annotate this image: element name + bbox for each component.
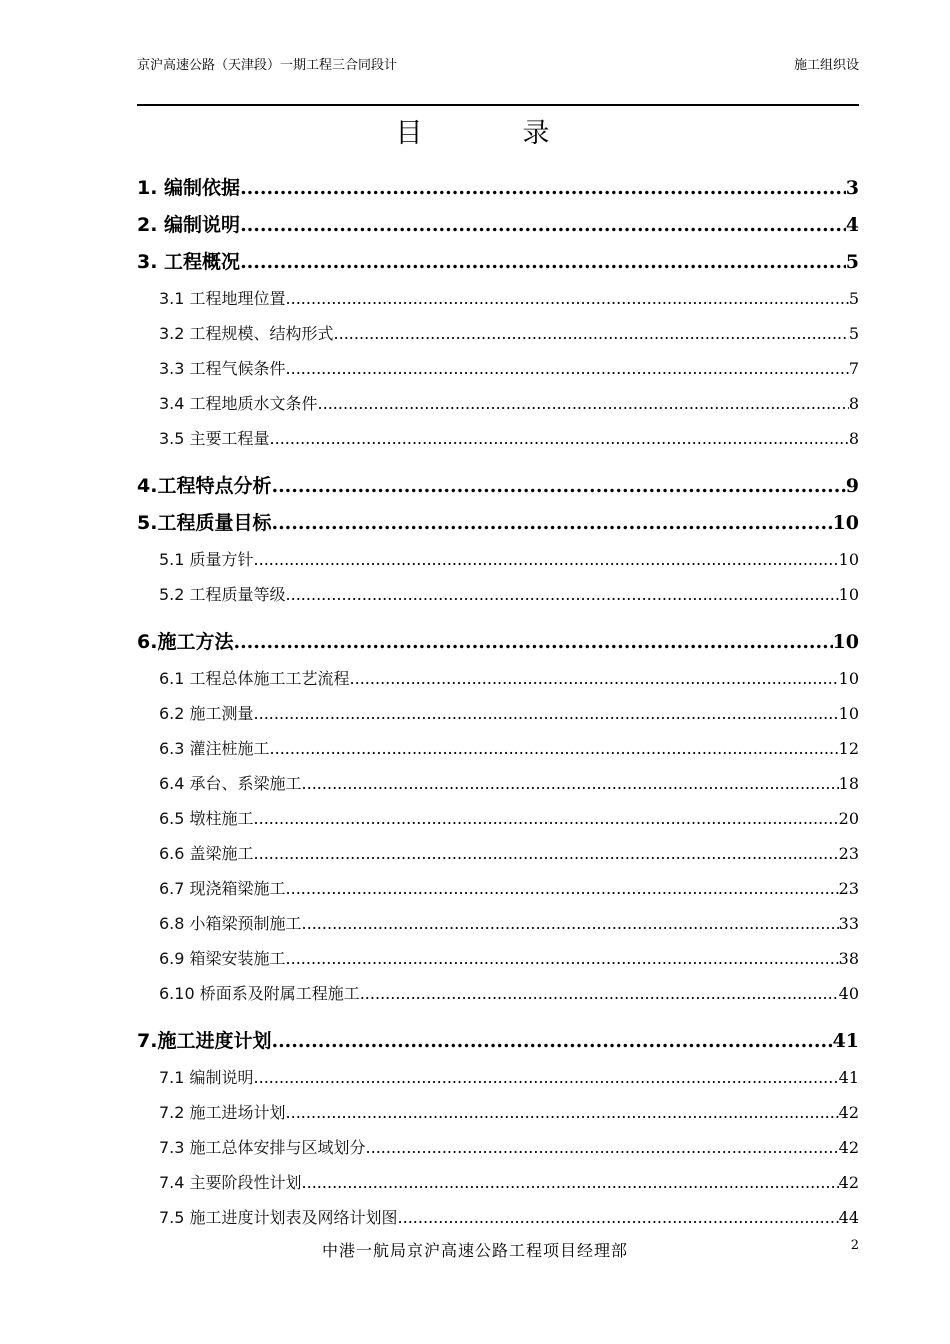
toc-subsection-entry[interactable] — [137, 976, 859, 1011]
toc-entry-label: 6.7 现浇箱梁施工 — [159, 879, 286, 898]
header-document-type: 施工组织设 — [793, 58, 859, 73]
toc-entry-label: 6.施工方法 — [137, 631, 234, 653]
toc-dot-leader — [254, 1060, 839, 1095]
toc-subsection-entry[interactable] — [137, 1130, 859, 1165]
toc-subsection-entry[interactable] — [137, 577, 859, 612]
toc-entry-label: 3.5 主要工程量 — [159, 429, 270, 448]
toc-subsection-entry[interactable] — [137, 281, 859, 316]
footer-organization: 中港一航局京沪高速公路工程项目经理部 — [321, 1241, 628, 1260]
toc-dot-leader — [334, 316, 849, 351]
toc-subsection-entry[interactable] — [137, 766, 859, 801]
toc-dot-leader — [286, 577, 839, 612]
toc-entry-label: 7.4 主要阶段性计划 — [159, 1173, 302, 1192]
toc-entry-label: 6.8 小箱梁预制施工 — [159, 914, 302, 933]
toc-subsection-entry[interactable] — [137, 1095, 859, 1130]
toc-entry-page: 5 — [848, 324, 859, 343]
toc-section-entry[interactable] — [137, 170, 859, 207]
toc-entry-page: 18 — [838, 774, 859, 793]
toc-dot-leader — [286, 941, 839, 976]
toc-subsection-entry[interactable] — [137, 1200, 859, 1235]
toc-subsection-entry[interactable] — [137, 542, 859, 577]
toc-subsection-entry[interactable] — [137, 1060, 859, 1095]
toc-section-entry[interactable] — [137, 468, 859, 505]
toc-dot-leader — [233, 624, 832, 661]
toc-dot-leader — [366, 1130, 839, 1165]
toc-dot-leader — [240, 244, 846, 281]
toc-entry-label: 7.2 施工进场计划 — [159, 1103, 286, 1122]
toc-spacer — [137, 612, 859, 624]
toc-entry-label: 7.1 编制说明 — [159, 1068, 254, 1087]
toc-dot-leader — [350, 661, 839, 696]
toc-entry-page: 10 — [832, 631, 859, 653]
toc-section-entry[interactable] — [137, 244, 859, 281]
toc-dot-leader — [302, 1165, 839, 1200]
toc-dot-leader — [302, 906, 839, 941]
toc-entry-label: 6.1 工程总体施工工艺流程 — [159, 669, 350, 688]
toc-section-entry[interactable] — [137, 207, 859, 244]
toc-entry-page: 23 — [838, 844, 859, 863]
toc-dot-leader — [271, 505, 832, 542]
toc-entry-page: 44 — [838, 1208, 859, 1227]
toc-entry-page: 38 — [838, 949, 859, 968]
toc-subsection-entry[interactable] — [137, 836, 859, 871]
toc-entry-page: 8 — [848, 394, 859, 413]
toc-subsection-entry[interactable] — [137, 696, 859, 731]
table-of-contents — [137, 170, 859, 1235]
page-title: 目录 — [395, 118, 650, 149]
toc-entry-page: 7 — [848, 359, 859, 378]
toc-entry-page: 10 — [838, 704, 859, 723]
toc-dot-leader — [286, 871, 839, 906]
toc-subsection-entry[interactable] — [137, 1165, 859, 1200]
toc-entry-label: 5.1 质量方针 — [159, 550, 254, 569]
toc-subsection-entry[interactable] — [137, 421, 859, 456]
toc-dot-leader — [271, 1023, 832, 1060]
toc-section-entry[interactable] — [137, 505, 859, 542]
toc-entry-label: 7.5 施工进度计划表及网络计划图 — [159, 1208, 398, 1227]
toc-subsection-entry[interactable] — [137, 351, 859, 386]
toc-entry-page: 8 — [848, 429, 859, 448]
header-project-name: 京沪高速公路（天津段）一期工程三合同段计 — [137, 58, 398, 73]
toc-section-entry[interactable] — [137, 1023, 859, 1060]
toc-entry-label: 5.工程质量目标 — [137, 512, 272, 534]
toc-subsection-entry[interactable] — [137, 871, 859, 906]
toc-entry-page: 41 — [832, 1030, 859, 1052]
toc-entry-label: 3.3 工程气候条件 — [159, 359, 286, 378]
toc-dot-leader — [302, 766, 839, 801]
toc-subsection-entry[interactable] — [137, 731, 859, 766]
toc-entry-label: 3.4 工程地质水文条件 — [159, 394, 318, 413]
toc-entry-label: 6.10 桥面系及附属工程施工 — [159, 984, 360, 1003]
toc-entry-label: 6.6 盖梁施工 — [159, 844, 254, 863]
toc-entry-page: 10 — [838, 585, 859, 604]
toc-dot-leader — [254, 836, 839, 871]
toc-entry-label: 3. 工程概况 — [137, 251, 241, 273]
toc-dot-leader — [254, 801, 839, 836]
toc-dot-leader — [254, 542, 839, 577]
toc-entry-label: 6.2 施工测量 — [159, 704, 254, 723]
toc-entry-label: 5.2 工程质量等级 — [159, 585, 286, 604]
toc-entry-label: 6.9 箱梁安装施工 — [159, 949, 286, 968]
toc-dot-leader — [254, 696, 839, 731]
toc-entry-label: 6.5 墩柱施工 — [159, 809, 254, 828]
toc-entry-page: 42 — [838, 1173, 859, 1192]
toc-entry-page: 23 — [838, 879, 859, 898]
toc-entry-label: 4.工程特点分析 — [137, 475, 272, 497]
toc-section-entry[interactable] — [137, 624, 859, 661]
toc-entry-label: 6.3 灌注桩施工 — [159, 739, 270, 758]
toc-dot-leader — [286, 281, 849, 316]
page-header — [137, 58, 859, 106]
toc-subsection-entry[interactable] — [137, 941, 859, 976]
toc-entry-page: 5 — [845, 251, 859, 273]
toc-dot-leader — [270, 731, 839, 766]
toc-entry-page: 12 — [838, 739, 859, 758]
toc-subsection-entry[interactable] — [137, 906, 859, 941]
toc-entry-page: 4 — [845, 214, 859, 236]
toc-entry-label: 7.3 施工总体安排与区域划分 — [159, 1138, 366, 1157]
toc-subsection-entry[interactable] — [137, 386, 859, 421]
toc-dot-leader — [398, 1200, 839, 1235]
toc-entry-label: 2. 编制说明 — [137, 214, 241, 236]
toc-subsection-entry[interactable] — [137, 801, 859, 836]
toc-entry-label: 3.1 工程地理位置 — [159, 289, 286, 308]
toc-entry-page: 10 — [832, 512, 859, 534]
toc-entry-page: 9 — [845, 475, 859, 497]
toc-entry-label: 6.4 承台、系梁施工 — [159, 774, 302, 793]
toc-dot-leader — [360, 976, 839, 1011]
toc-entry-page: 42 — [838, 1138, 859, 1157]
toc-entry-label: 7.施工进度计划 — [137, 1030, 272, 1052]
toc-spacer — [137, 456, 859, 468]
toc-entry-page: 20 — [838, 809, 859, 828]
toc-entry-page: 33 — [838, 914, 859, 933]
toc-entry-page: 40 — [838, 984, 859, 1003]
toc-dot-leader — [318, 386, 849, 421]
toc-dot-leader — [270, 421, 849, 456]
toc-entry-page: 41 — [838, 1068, 859, 1087]
toc-subsection-entry[interactable] — [137, 316, 859, 351]
toc-dot-leader — [286, 1095, 839, 1130]
toc-dot-leader — [286, 351, 849, 386]
toc-entry-label: 1. 编制依据 — [137, 177, 241, 199]
toc-entry-label: 3.2 工程规模、结构形式 — [159, 324, 334, 343]
toc-dot-leader — [240, 170, 846, 207]
toc-entry-page: 3 — [845, 177, 859, 199]
toc-entry-page: 5 — [848, 289, 859, 308]
toc-dot-leader — [240, 207, 846, 244]
toc-subsection-entry[interactable] — [137, 661, 859, 696]
toc-entry-page: 42 — [838, 1103, 859, 1122]
toc-spacer — [137, 1011, 859, 1023]
toc-entry-page: 10 — [838, 550, 859, 569]
toc-dot-leader — [271, 468, 845, 505]
toc-entry-page: 10 — [838, 669, 859, 688]
footer-page-number: 2 — [850, 1238, 859, 1253]
